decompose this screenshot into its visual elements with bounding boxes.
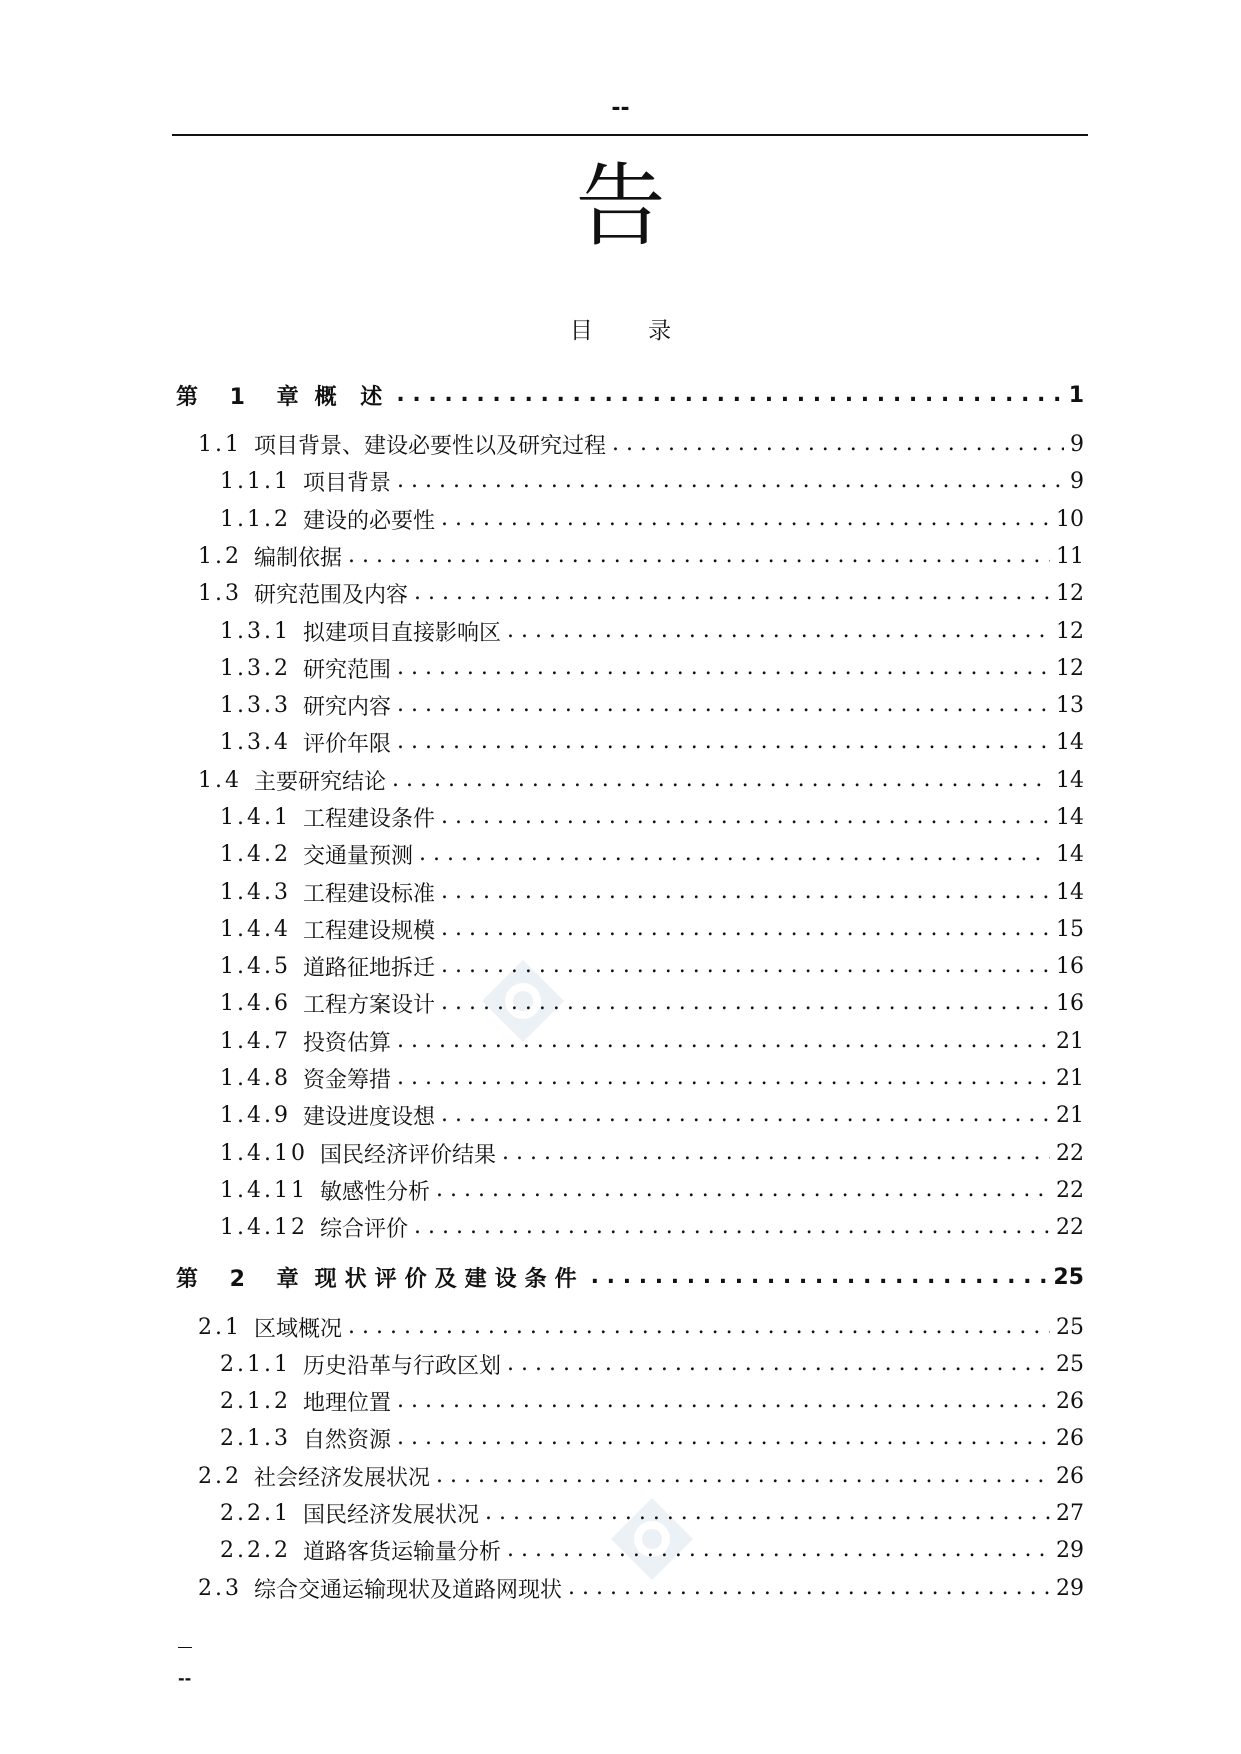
dot-leader — [396, 378, 1062, 412]
dot-leader — [441, 949, 1050, 983]
dot-leader — [414, 1210, 1050, 1244]
toc-entry-page: 10 — [1056, 506, 1084, 532]
dot-leader — [507, 614, 1050, 648]
toc-entry-page: 14 — [1056, 841, 1084, 867]
toc-entry-title: 项目背景 — [302, 470, 391, 496]
toc-entry-number: 1.4.7 — [220, 1028, 291, 1054]
toc-entry-title: 建设的必要性 — [302, 508, 435, 534]
toc-entry-title: 建设进度设想 — [302, 1104, 435, 1130]
toc-entry-page: 26 — [1056, 1463, 1084, 1489]
toc-entry[interactable] — [176, 378, 1084, 412]
toc-entry-number: 1.3.2 — [220, 655, 291, 681]
toc-entry-title: 道路征地拆迁 — [302, 955, 435, 981]
toc-entry-number: 1.4 — [198, 767, 242, 793]
toc-entry-number: 1.1.1 — [220, 468, 291, 494]
dot-leader — [441, 800, 1050, 834]
dot-leader — [441, 1098, 1050, 1132]
toc-entry-page: 16 — [1056, 990, 1084, 1016]
toc-entry-page: 16 — [1056, 953, 1084, 979]
toc-entry-number: 1.4.9 — [220, 1102, 291, 1128]
toc-entry-title: 工程方案设计 — [302, 992, 435, 1018]
dot-leader — [502, 1136, 1050, 1170]
toc-entry-number: 1.4.3 — [220, 879, 291, 905]
toc-entry-page: 9 — [1070, 431, 1084, 457]
toc-entry-number: 1.4.1 — [220, 804, 291, 830]
toc-entry-title: 工程建设规模 — [302, 918, 435, 944]
toc-entry-title: 道路客货运输量分析 — [302, 1539, 501, 1565]
toc-entry-number: 2.2.1 — [220, 1500, 291, 1526]
toc-entry[interactable] — [176, 949, 1084, 983]
toc-entry-number: 第 1 章 — [176, 384, 311, 410]
toc-entry-page: 25 — [1056, 1351, 1084, 1377]
dot-leader — [441, 912, 1050, 946]
toc-entry[interactable] — [176, 651, 1084, 685]
dot-leader — [485, 1496, 1050, 1530]
dot-leader — [507, 1533, 1050, 1567]
toc-entry[interactable] — [176, 464, 1084, 498]
toc-entry-title: 拟建项目直接影响区 — [302, 620, 501, 646]
toc-entry-title: 现状评价及建设条件 — [314, 1266, 585, 1292]
toc-entry-title: 概 述 — [314, 384, 391, 410]
dot-leader — [397, 1061, 1050, 1095]
toc-entry-title: 研究内容 — [302, 694, 391, 720]
toc-entry[interactable] — [176, 763, 1084, 797]
title-character: 告 — [575, 154, 666, 259]
toc-entry-title: 项目背景、建设必要性以及研究过程 — [254, 433, 607, 459]
toc-entry-title: 交通量预测 — [302, 843, 413, 869]
dot-leader — [414, 576, 1050, 610]
dot-leader — [436, 1459, 1050, 1493]
toc-entry[interactable] — [176, 875, 1084, 909]
toc-entry[interactable] — [176, 1136, 1084, 1170]
toc-entry[interactable] — [176, 1098, 1084, 1132]
toc-entry-title: 资金筹措 — [302, 1067, 391, 1093]
toc-entry-number: 第 2 章 — [176, 1266, 311, 1292]
toc-entry-page: 14 — [1056, 879, 1084, 905]
toc-entry-page: 12 — [1056, 655, 1084, 681]
header-rule — [172, 134, 1088, 136]
toc-entry[interactable] — [176, 1210, 1084, 1244]
toc-entry-number: 1.3.4 — [220, 729, 291, 755]
toc-entry-page: 14 — [1056, 729, 1084, 755]
toc-entry[interactable] — [176, 1571, 1084, 1605]
toc-entry-title: 编制依据 — [254, 545, 343, 571]
toc-entry-number: 2.1 — [198, 1314, 242, 1340]
header-mark: -- — [611, 96, 630, 121]
toc-entry-number: 2.1.3 — [220, 1425, 291, 1451]
dot-leader — [441, 502, 1050, 536]
footer-mark: -- — [178, 1669, 192, 1688]
toc-entry-number: 1.3.1 — [220, 618, 291, 644]
toc-entry-title: 敏感性分析 — [319, 1179, 430, 1205]
toc-entry-title: 综合评价 — [319, 1216, 408, 1242]
toc-entry[interactable] — [176, 427, 1084, 461]
toc-entry-title: 社会经济发展状况 — [254, 1465, 431, 1491]
footer-rule — [178, 1647, 192, 1648]
toc-entry-page: 22 — [1056, 1140, 1084, 1166]
dot-leader — [419, 837, 1050, 871]
toc-entry-page: 12 — [1056, 580, 1084, 606]
toc-entry-page: 12 — [1056, 618, 1084, 644]
toc-entry[interactable] — [176, 1310, 1084, 1344]
dot-leader — [392, 763, 1050, 797]
toc-entry-number: 2.3 — [198, 1575, 242, 1601]
toc-entry[interactable] — [176, 539, 1084, 573]
dot-leader — [397, 1421, 1050, 1455]
toc-entry-page: 25 — [1053, 1264, 1084, 1290]
dot-leader — [441, 875, 1050, 909]
toc-entry[interactable] — [176, 1459, 1084, 1493]
toc-entry[interactable] — [176, 1061, 1084, 1095]
toc-entry[interactable] — [176, 614, 1084, 648]
toc-entry-number: 1.4.4 — [220, 916, 291, 942]
toc-entry-number: 1.4.2 — [220, 841, 291, 867]
toc-entry-number: 1.1 — [198, 431, 242, 457]
toc-entry-number: 1.4.12 — [220, 1214, 308, 1240]
toc-entry[interactable] — [176, 1173, 1084, 1207]
toc-entry[interactable] — [176, 502, 1084, 536]
toc-entry-title: 投资估算 — [302, 1030, 391, 1056]
toc-entry[interactable] — [176, 1384, 1084, 1418]
toc-entry-number: 1.4.6 — [220, 990, 291, 1016]
toc-entry-page: 13 — [1056, 692, 1084, 718]
toc-entry-page: 14 — [1056, 804, 1084, 830]
toc-entry-number: 1.3 — [198, 580, 242, 606]
toc-entry-number: 2.2.2 — [220, 1537, 291, 1563]
toc-entry-title: 区域概况 — [254, 1316, 343, 1342]
toc-entry[interactable] — [176, 986, 1084, 1020]
dot-leader — [591, 1260, 1048, 1294]
toc-entry-title: 国民经济评价结果 — [319, 1142, 496, 1168]
toc-entry-page: 21 — [1056, 1065, 1084, 1091]
dot-leader — [397, 725, 1050, 759]
toc-entry[interactable] — [176, 1024, 1084, 1058]
toc-entry[interactable] — [176, 837, 1084, 871]
toc-entry-page: 25 — [1056, 1314, 1084, 1340]
toc-entry-title: 评价年限 — [302, 731, 391, 757]
toc-entry-page: 9 — [1070, 468, 1084, 494]
dot-leader — [397, 1024, 1050, 1058]
toc-entry[interactable] — [176, 688, 1084, 722]
toc-entry-page: 29 — [1056, 1537, 1084, 1563]
toc-entry-number: 2.1.2 — [220, 1388, 291, 1414]
toc-entry[interactable] — [176, 1496, 1084, 1530]
toc-entry-title: 工程建设标准 — [302, 881, 435, 907]
toc-entry-page: 21 — [1056, 1028, 1084, 1054]
toc-entry-title: 工程建设条件 — [302, 806, 435, 832]
dot-leader — [612, 427, 1064, 461]
dot-leader — [348, 539, 1050, 573]
toc-entry-page: 26 — [1056, 1425, 1084, 1451]
dot-leader — [397, 464, 1064, 498]
toc-entry-title: 研究范围 — [302, 657, 391, 683]
toc-entry-title: 自然资源 — [302, 1427, 391, 1453]
dot-leader — [568, 1571, 1050, 1605]
toc-entry-number: 1.2 — [198, 543, 242, 569]
toc-entry-page: 11 — [1056, 543, 1084, 569]
dot-leader — [441, 986, 1050, 1020]
toc-entry-page: 29 — [1056, 1575, 1084, 1601]
toc-entry[interactable] — [176, 1260, 1084, 1294]
dot-leader — [436, 1173, 1050, 1207]
toc-entry-number: 2.2 — [198, 1463, 242, 1489]
dot-leader — [397, 651, 1050, 685]
toc-entry-number: 1.4.11 — [220, 1177, 308, 1203]
toc-entry-number: 2.1.1 — [220, 1351, 291, 1377]
toc-entry-page: 15 — [1056, 916, 1084, 942]
toc-entry-page: 27 — [1056, 1500, 1084, 1526]
toc-entry-page: 21 — [1056, 1102, 1084, 1128]
toc-entry-page: 14 — [1056, 767, 1084, 793]
dot-leader — [348, 1310, 1050, 1344]
toc-entry-number: 1.4.8 — [220, 1065, 291, 1091]
toc-entry[interactable] — [176, 1421, 1084, 1455]
toc-entry-title: 国民经济发展状况 — [302, 1502, 479, 1528]
toc-entry-page: 22 — [1056, 1214, 1084, 1240]
toc-entry[interactable] — [176, 1533, 1084, 1567]
toc-entry[interactable] — [176, 1347, 1084, 1381]
toc-entry-number: 1.1.2 — [220, 506, 291, 532]
dot-leader — [507, 1347, 1050, 1381]
toc-entry-title: 地理位置 — [302, 1390, 391, 1416]
toc-entry[interactable] — [176, 576, 1084, 610]
toc-entry-page: 26 — [1056, 1388, 1084, 1414]
toc-entry-number: 1.4.10 — [220, 1140, 308, 1166]
toc-entry[interactable] — [176, 912, 1084, 946]
toc-entry-number: 1.4.5 — [220, 953, 291, 979]
toc-entry-title: 综合交通运输现状及道路网现状 — [254, 1577, 563, 1603]
toc-entry[interactable] — [176, 725, 1084, 759]
toc-entry-page: 22 — [1056, 1177, 1084, 1203]
toc-entry-number: 1.3.3 — [220, 692, 291, 718]
toc-entry[interactable] — [176, 800, 1084, 834]
toc-heading: 目 录 — [569, 318, 696, 344]
toc-entry-page: 1 — [1068, 382, 1084, 408]
toc-entry-title: 主要研究结论 — [254, 769, 387, 795]
toc-entry-title: 历史沿革与行政区划 — [302, 1353, 501, 1379]
dot-leader — [397, 1384, 1050, 1418]
toc-entry-title: 研究范围及内容 — [254, 582, 409, 608]
dot-leader — [397, 688, 1050, 722]
